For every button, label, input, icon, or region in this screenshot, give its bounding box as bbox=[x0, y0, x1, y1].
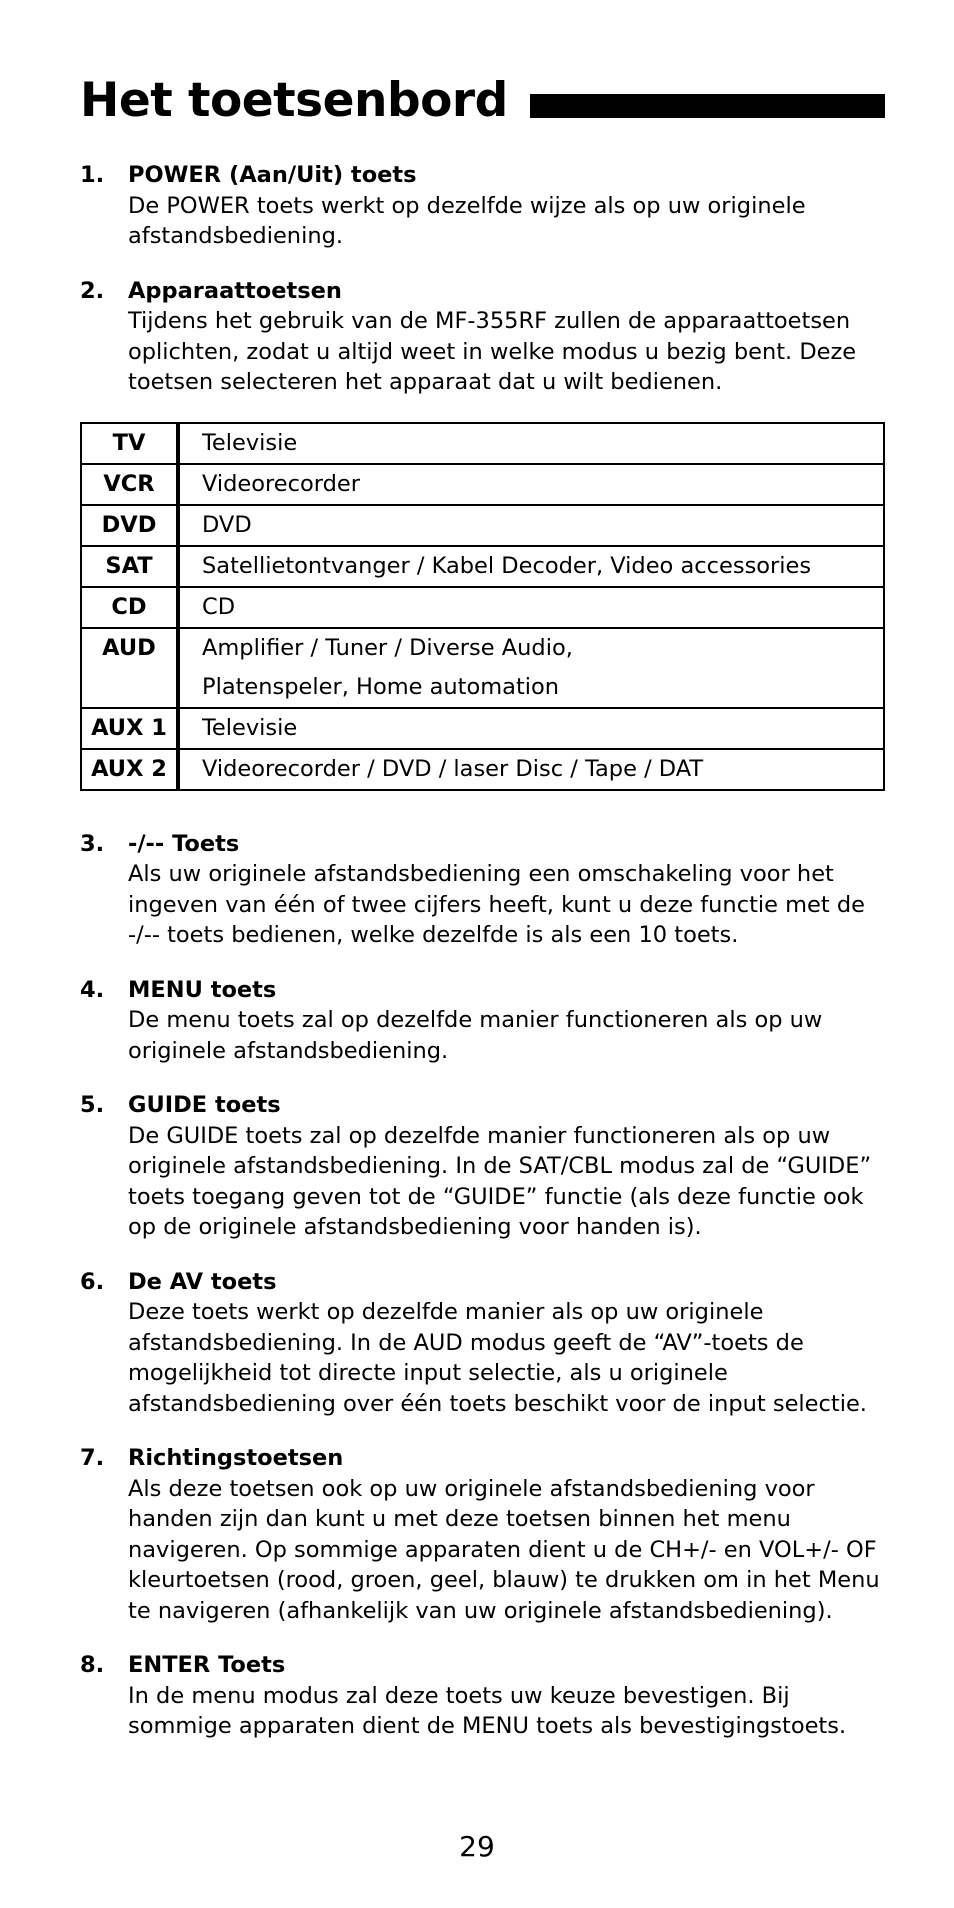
device-description-line: DVD bbox=[202, 511, 252, 538]
device-description bbox=[178, 546, 884, 587]
device-description-line: Televisie bbox=[202, 714, 298, 741]
item-title: Richtingstoetsen bbox=[128, 1445, 344, 1471]
device-code: CD bbox=[81, 587, 178, 628]
list-item-guide bbox=[80, 1090, 885, 1243]
device-description-line: Videorecorder / DVD / laser Disc / Tape / DAT bbox=[202, 755, 704, 782]
item-number: 3. bbox=[80, 830, 105, 857]
key-description-list bbox=[80, 160, 885, 1742]
table-row bbox=[81, 587, 884, 628]
device-description bbox=[178, 708, 884, 749]
device-description bbox=[178, 464, 884, 505]
item-text: De POWER toets werkt op dezelfde wijze als op uw originele afstandsbediening. bbox=[128, 192, 806, 249]
table-row bbox=[81, 749, 884, 790]
table-row bbox=[81, 628, 884, 708]
device-description bbox=[178, 749, 884, 790]
device-description-line: Televisie bbox=[202, 429, 298, 456]
device-description-line: Satellietontvanger / Kabel Decoder, Video accessories bbox=[202, 552, 812, 579]
item-text: De GUIDE toets zal op dezelfde manier functioneren als op uw originele afstandsbediening. In de SAT/CBL modus zal de “GUIDE” toets toegang geven tot de “GUIDE” functie (als deze functie ook op de originele afstandsbediening voor handen is). bbox=[128, 1122, 872, 1240]
device-code: DVD bbox=[81, 505, 178, 546]
item-text: Deze toets werkt op dezelfde manier als op uw originele afstandsbediening. In de AUD modus geeft de “AV”-toets de mogelijkheid tot directe input selectie, als u originele afstandsbediening over één toets beschikt voor de input selectie. bbox=[128, 1299, 867, 1417]
device-code: AUX 2 bbox=[81, 749, 178, 790]
device-code: AUX 1 bbox=[81, 708, 178, 749]
item-title: MENU toets bbox=[128, 976, 277, 1003]
item-number: 4. bbox=[80, 976, 105, 1003]
item-number: 1. bbox=[80, 162, 105, 188]
device-table-wrapper bbox=[80, 422, 885, 791]
device-description bbox=[178, 505, 884, 546]
table-row bbox=[81, 505, 884, 546]
manual-page bbox=[80, 70, 885, 1742]
item-text: Als uw originele afstandsbediening een omschakeling voor het ingeven van één of twee cijfers heeft, kunt u deze functie met de -/-- toets bedienen, welke dezelfde is als een 10 toets. bbox=[128, 861, 865, 948]
list-item-device-keys bbox=[80, 276, 885, 398]
device-code: TV bbox=[81, 423, 178, 464]
device-description-line: Videorecorder bbox=[202, 470, 361, 497]
item-number: 7. bbox=[80, 1445, 105, 1471]
item-text: Tijdens het gebruik van de MF-355RF zullen de apparaattoetsen oplichten, zodat u altijd weet in welke modus u bezig bent. Deze toetsen selecteren het apparaat dat u wilt bedienen. bbox=[128, 308, 857, 395]
list-item-av bbox=[80, 1267, 885, 1420]
table-row bbox=[81, 546, 884, 587]
item-number: 8. bbox=[80, 1652, 105, 1678]
device-description-line: Amplifier / Tuner / Diverse Audio, bbox=[202, 634, 573, 661]
list-item-direction bbox=[80, 1443, 885, 1626]
item-text: De menu toets zal op dezelfde manier functioneren als op uw originele afstandsbediening. bbox=[128, 1007, 823, 1064]
item-title: ENTER Toets bbox=[128, 1652, 286, 1678]
item-title: -/-- Toets bbox=[128, 830, 240, 857]
device-table bbox=[80, 422, 885, 791]
item-title: GUIDE toets bbox=[128, 1092, 281, 1118]
item-number: 6. bbox=[80, 1268, 105, 1295]
list-item-enter bbox=[80, 1650, 885, 1742]
item-number: 5. bbox=[80, 1092, 105, 1118]
table-row bbox=[81, 464, 884, 505]
device-description bbox=[178, 628, 884, 708]
item-title: POWER (Aan/Uit) toets bbox=[128, 162, 417, 188]
item-text: Als deze toetsen ook op uw originele afstandsbediening voor handen zijn dan kunt u met deze toetsen binnen het menu navigeren. Op sommige apparaten dient u de CH+/- en VOL+/- OF kleurtoetsen (rood, groen, geel, blauw) te drukken om in het Menu te navigeren (afhankelijk van uw originele afstandsbediening). bbox=[128, 1475, 880, 1624]
item-title: Apparaattoetsen bbox=[128, 277, 342, 304]
list-item-menu bbox=[80, 975, 885, 1067]
item-text: In de menu modus zal deze toets uw keuze bevestigen. Bij sommige apparaten dient de MENU toets als bevestigingstoets. bbox=[128, 1682, 847, 1739]
device-description-line: CD bbox=[202, 593, 236, 620]
title-decorative-bar bbox=[530, 94, 885, 118]
page-number: 29 bbox=[459, 1830, 495, 1863]
list-item-power bbox=[80, 160, 885, 252]
device-code: AUD bbox=[81, 628, 178, 708]
device-description bbox=[178, 587, 884, 628]
item-number: 2. bbox=[80, 277, 105, 304]
table-row bbox=[81, 423, 884, 464]
section-header bbox=[80, 70, 885, 132]
page-title: Het toetsenbord bbox=[80, 73, 508, 128]
item-title: De AV toets bbox=[128, 1268, 277, 1295]
device-code: VCR bbox=[81, 464, 178, 505]
list-item-digit-key bbox=[80, 829, 885, 951]
device-description bbox=[178, 423, 884, 464]
table-row bbox=[81, 708, 884, 749]
device-code: SAT bbox=[81, 546, 178, 587]
device-description-line: Platenspeler, Home automation bbox=[202, 673, 560, 700]
